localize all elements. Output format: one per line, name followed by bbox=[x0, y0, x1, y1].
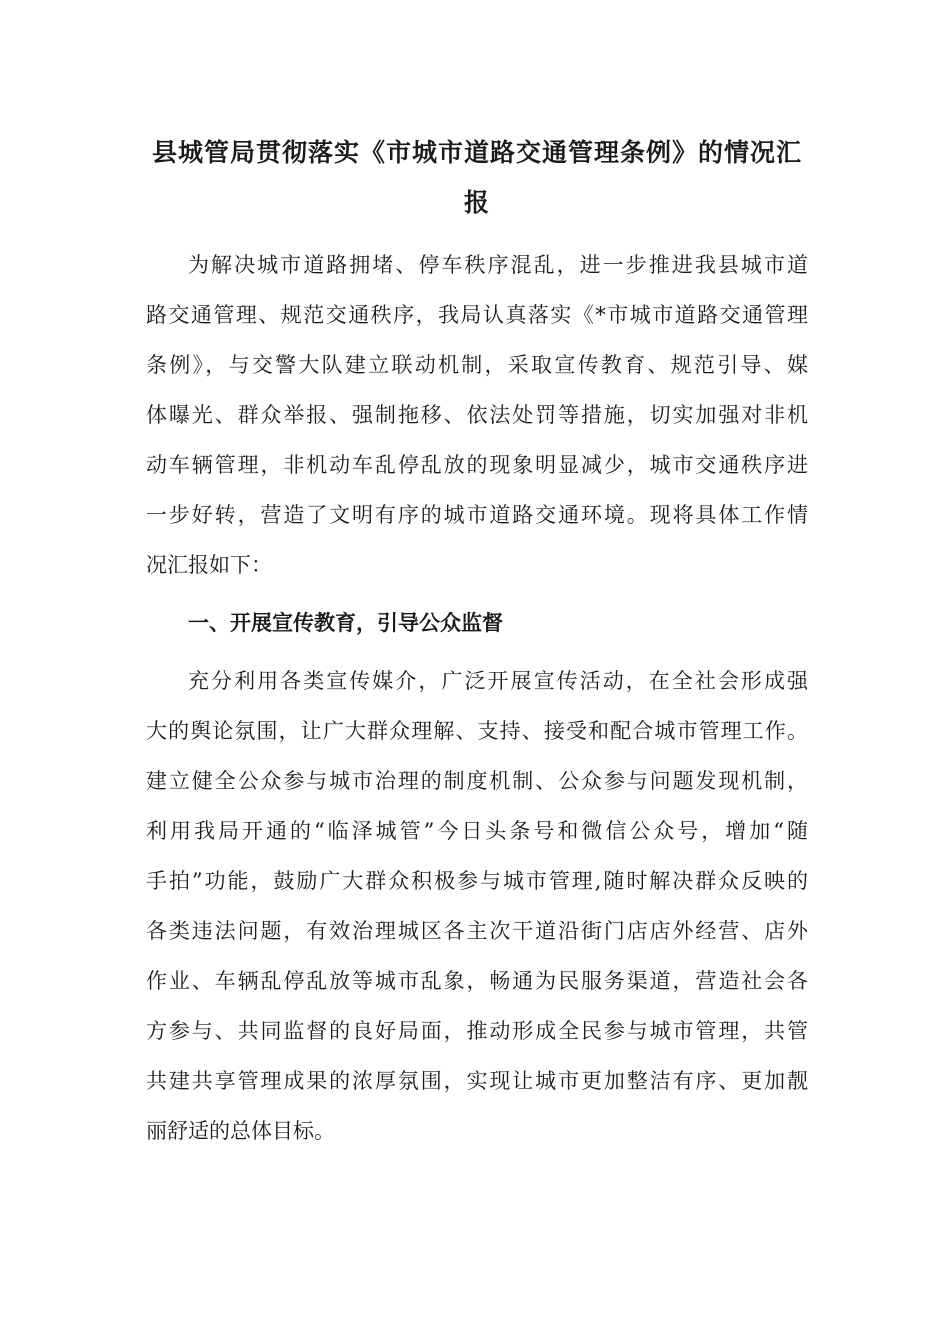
paragraph-line: 各类违法问题，有效治理城区各主次干道沿街门店店外经营、店外 bbox=[146, 919, 808, 943]
title-line: 县城管局贯彻落实《市城市道路交通管理条例》的情况汇 bbox=[151, 138, 802, 167]
document-title bbox=[146, 128, 808, 228]
intro-paragraph bbox=[146, 240, 808, 590]
paragraph-line: 利用我局开通的“临泽城管”今日头条号和微信公众号，增加“随 bbox=[146, 819, 808, 843]
paragraph-line: 作业、车辆乱停乱放等城市乱象，畅通为民服务渠道，营造社会各 bbox=[146, 969, 808, 993]
paragraph-line: 丽舒适的总体目标。 bbox=[146, 1119, 335, 1143]
paragraph-line: 一步好转，营造了文明有序的城市道路交通环境。现将具体工作情 bbox=[146, 503, 808, 527]
section-heading: 一、开展宣传教育，引导公众监督 bbox=[188, 611, 503, 635]
paragraph-line: 大的舆论氛围，让广大群众理解、支持、接受和配合城市管理工作。 bbox=[146, 719, 808, 743]
title-line: 报 bbox=[463, 188, 490, 217]
paragraph-line: 方参与、共同监督的良好局面，推动形成全民参与城市管理，共管 bbox=[146, 1019, 808, 1043]
paragraph-line: 建立健全公众参与城市治理的制度机制、公众参与问题发现机制， bbox=[146, 769, 808, 793]
section-paragraph bbox=[146, 656, 808, 1156]
paragraph-line: 体曝光、群众举报、强制拖移、依法处罚等措施，切实加强对非机 bbox=[146, 403, 808, 427]
paragraph-line: 条例》，与交警大队建立联动机制，采取宣传教育、规范引导、媒 bbox=[146, 353, 808, 377]
paragraph-line: 共建共享管理成果的浓厚氛围，实现让城市更加整洁有序、更加靓 bbox=[146, 1069, 808, 1093]
paragraph-line: 手拍”功能，鼓励广大群众积极参与城市管理,随时解决群众反映的 bbox=[146, 869, 808, 893]
paragraph-line: 充分利用各类宣传媒介，广泛开展宣传活动，在全社会形成强 bbox=[188, 669, 808, 693]
paragraph-line: 动车辆管理，非机动车乱停乱放的现象明显减少，城市交通秩序进 bbox=[146, 453, 808, 477]
paragraph-line: 为解决城市道路拥堵、停车秩序混乱，进一步推进我县城市道 bbox=[188, 253, 808, 277]
paragraph-line: 况汇报如下： bbox=[146, 553, 272, 577]
document-page bbox=[146, 128, 808, 1156]
paragraph-line: 路交通管理、规范交通秩序，我局认真落实《*市城市道路交通管理 bbox=[146, 303, 808, 327]
